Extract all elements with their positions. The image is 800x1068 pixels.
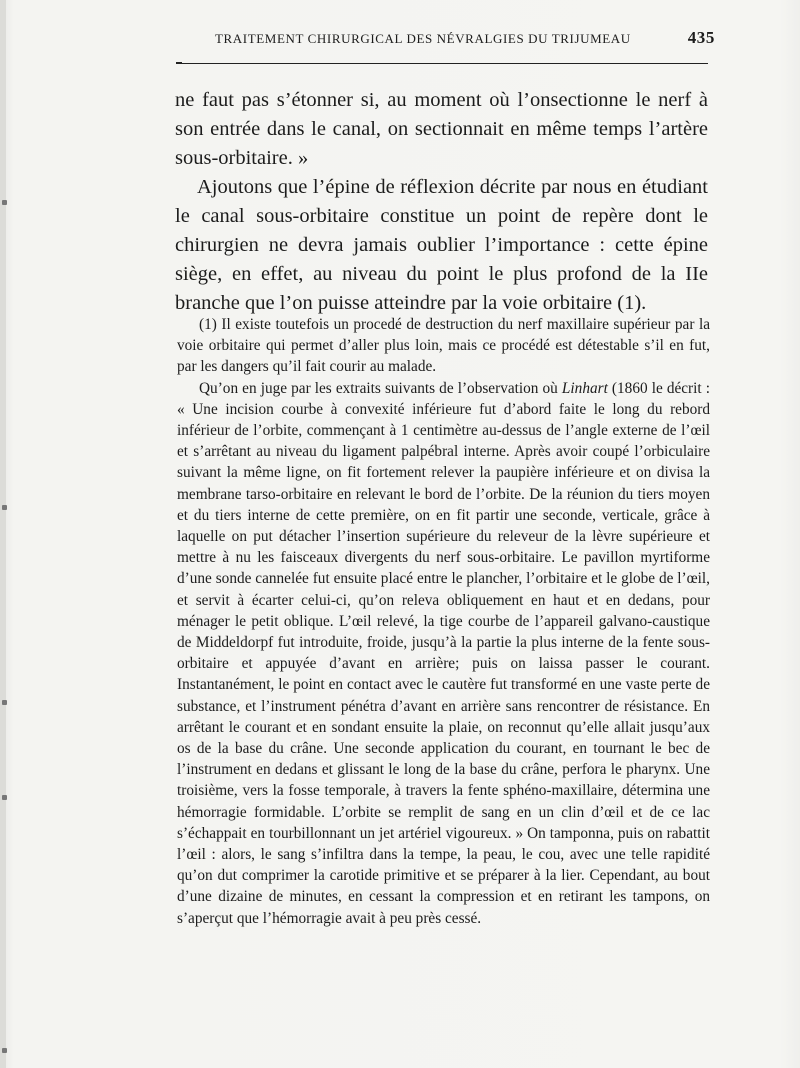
- paragraph-continuation: ne faut pas s’étonner si, au moment où l’onsectionne le nerf à son entrée dans le canal, on sectionnait en même temps l’artère sous-orbitaire. »: [175, 89, 708, 169]
- margin-speck: [2, 795, 7, 800]
- footnote-quote: [177, 378, 710, 929]
- margin-speck: [2, 1048, 7, 1053]
- running-header: [215, 28, 715, 48]
- paragraph-ajoutons: Ajoutons que l’épine de réflexion décrite par nous en étudiant le canal sous-orbitaire constitue un point de repère dont le chirurgien ne devra jamais oublier l’importance : cette épine siège, en effet, au niveau du point le plus profond de la IIe branche que l’on puisse atteindre par la voie orbitaire (1).: [175, 176, 708, 314]
- main-text: [175, 86, 708, 318]
- running-title: TRAITEMENT CHIRURGICAL DES NÉVRALGIES DU TRIJUMEAU: [215, 31, 631, 46]
- quote-body: (1860 le décrit : « Une incision courbe à convexité inférieure fut d’abord faite le long du rebord inférieur de l’orbite, commençant à 1 centimètre au-dessus de l’angle externe de l’œil et s’arrêtant au niveau du ligament palpébral interne. Après avoir coupé l’orbiculaire suivant la même ligne, on fit fortement relever la paupière inférieure et on divisa la membrane tarso-orbitaire en relevant le bord de l’orbite. De la réunion du tiers moyen et du tiers interne de cette première, on en fit partir une seconde, verticale, grâce à laquelle on put détacher l’insertion supérieure du releveur de la lèvre supérieure et mettre à nu les faisceaux divergents du nerf sous-orbitaire. Le pavillon myrtiforme d’une sonde cannelée fut ensuite placé entre le plancher, l’orbitaire et le globe de l’œil, et servit à écarter celui-ci, qu’on releva obliquement en haut et en dedans, pour ménager le petit oblique. L’œil relevé, la tige courbe de l’appareil galvano-caustique de Middeldorpf fut introduite, froide, jusqu’à la partie la plus interne de la fente sous-orbitaire et appuyée d’avant en arrière; puis on laissa passer le courant. Instantanément, le point en contact avec le cautère fut transformé en une vaste perte de substance, et l’instrument pénétra d’avant en arrière sans rencontrer de résistance. En arrêtant le courant et en sondant ensuite la plaie, on reconnut qu’elle allait jusqu’aux os de la base du crâne. Une seconde application du courant, en tournant le bec de l’instrument en dedans et glissant le long de la base du crâne, perfora le pharynx. Une troisième, vers la fosse temporale, à travers la fente sphéno-maxillaire, détermina une hémorragie formidable. L’orbite se remplit de sang en un clin d’œil et de ce lac s’échappait en tourbillonnant un jet artériel vigoureux. » On tamponna, puis on rabattit l’œil : alors, le sang s’infiltra dans la tempe, la peau, le cou, avec une telle rapidité qu’on dut comprimer la carotide primitive et se préparer à la lier. Cependant, au bout d’une dizaine de minutes, en cessant la compression et en retirant les tampons, on s’aperçut que l’hémorragie avait à peu près cessé.: [177, 379, 710, 927]
- footnote-note: (1) Il existe toutefois un procedé de destruction du nerf maxillaire supérieur par la voie orbitaire qui permet d’aller plus loin, mais ce procédé est détestable s’il en fut, par les dangers qu’il fait courir au malade.: [177, 316, 710, 376]
- author-name: Linhart: [561, 379, 608, 397]
- page-gutter: [0, 0, 6, 1068]
- margin-speck: [2, 200, 7, 205]
- footnote: [177, 314, 710, 929]
- margin-speck: [2, 505, 7, 510]
- page-number: 435: [687, 28, 715, 47]
- quote-intro: Qu’on en juge par les extraits suivants de l’observation où: [199, 379, 558, 397]
- header-rule: [178, 63, 708, 64]
- margin-speck: [2, 700, 7, 705]
